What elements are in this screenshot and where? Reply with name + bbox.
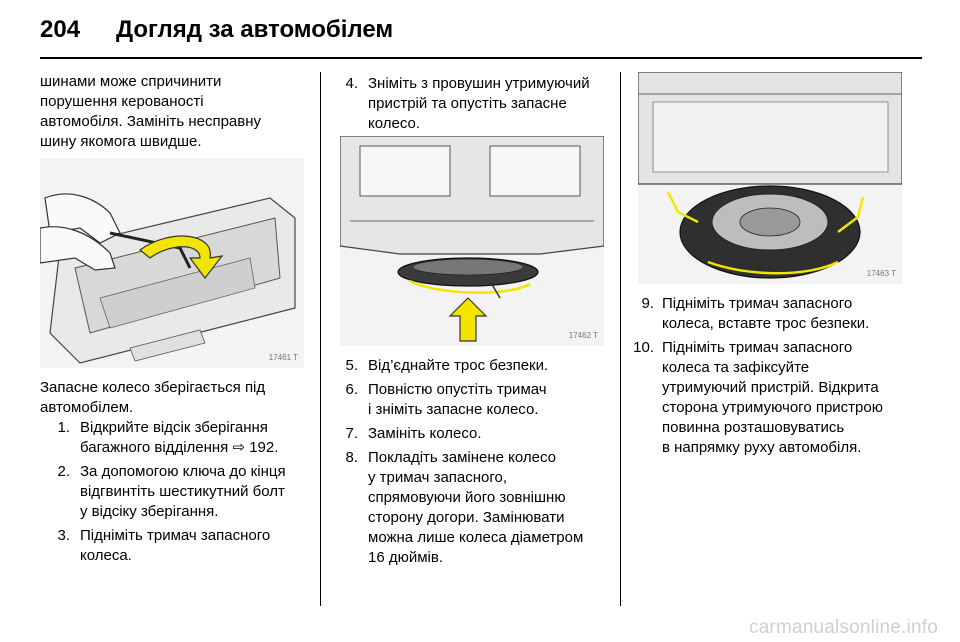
page-title: Догляд за автомобілем bbox=[116, 16, 394, 43]
column-divider-1 bbox=[320, 72, 321, 606]
step-number: 10. bbox=[633, 339, 654, 356]
col1-intro-line: шинами може спричинити bbox=[40, 73, 222, 90]
step-line: колесо. bbox=[368, 115, 421, 132]
figure-code: 17462 T bbox=[568, 331, 598, 340]
page-header bbox=[40, 10, 920, 54]
step-number: 9. bbox=[641, 295, 654, 312]
watermark-link[interactable]: carmanualsonline.info bbox=[748, 617, 938, 638]
step-line: сторону догори. Замінювати bbox=[368, 509, 565, 526]
step-line: сторона утримуючого пристрою bbox=[662, 399, 883, 416]
step-line: спрямовуючи його зовнішню bbox=[368, 489, 566, 506]
figure-raising-spare-wheel bbox=[638, 72, 902, 284]
step-number: 1. bbox=[57, 419, 70, 436]
step-line: багажного відділення ⇨ 192. bbox=[80, 439, 279, 456]
figure-code: 17461 T bbox=[268, 353, 298, 362]
step-line: Зніміть з провушин утримуючий bbox=[368, 75, 590, 92]
step-line: і зніміть запасне колесо. bbox=[368, 401, 539, 418]
step-line: відгвинтіть шестикутний болт bbox=[80, 483, 285, 500]
step-line: колеса та зафіксуйте bbox=[662, 359, 810, 376]
step-number: 4. bbox=[345, 75, 358, 92]
step-number: 8. bbox=[345, 449, 358, 466]
figure-drawing bbox=[638, 72, 902, 284]
step-line: у відсіку зберігання. bbox=[80, 503, 219, 520]
step-line: Підніміть тримач запасного bbox=[662, 295, 853, 312]
step-line: можна лише колеса діаметром bbox=[368, 529, 584, 546]
col1-intro-line: порушення керованості bbox=[40, 93, 204, 110]
col1-intro-line: шину якомога швидше. bbox=[40, 133, 202, 150]
step-line: в напрямку руху автомобіля. bbox=[662, 439, 862, 456]
step-line: За допомогою ключа до кінця bbox=[80, 463, 286, 480]
figure-drawing bbox=[340, 136, 604, 346]
figure-spare-wheel-storage bbox=[40, 158, 304, 368]
step-line: Повністю опустіть тримач bbox=[368, 381, 547, 398]
step-line: у тримач запасного, bbox=[368, 469, 508, 486]
step-line: колеса, вставте трос безпеки. bbox=[662, 315, 870, 332]
header-rule bbox=[40, 57, 922, 59]
step-line: Покладіть замінене колесо bbox=[368, 449, 557, 466]
step-line: пристрій та опустіть запасне bbox=[368, 95, 567, 112]
col1-para-line: Запасне колесо зберігається під bbox=[40, 379, 266, 396]
figure-drawing bbox=[40, 158, 304, 368]
figure-lowering-spare-wheel bbox=[340, 136, 604, 346]
step-number: 6. bbox=[345, 381, 358, 398]
col1-para-line: автомобілем. bbox=[40, 399, 134, 416]
step-line: Відкрийте відсік зберігання bbox=[80, 419, 268, 436]
page-number: 204 bbox=[40, 16, 81, 43]
step-line: Від’єднайте трос безпеки. bbox=[368, 357, 549, 374]
step-line: колеса. bbox=[80, 547, 132, 564]
step-line: Підніміть тримач запасного bbox=[662, 339, 853, 356]
step-line: повинна розташовуватись bbox=[662, 419, 845, 436]
step-number: 2. bbox=[57, 463, 70, 480]
step-number: 7. bbox=[345, 425, 358, 442]
step-line: 16 дюймів. bbox=[368, 549, 444, 566]
step-number: 3. bbox=[57, 527, 70, 544]
step-line: утримуючий пристрій. Відкрита bbox=[662, 379, 879, 396]
figure-code: 17463 T bbox=[866, 269, 896, 278]
col1-intro-line: автомобіля. Замініть несправну bbox=[40, 113, 262, 130]
step-line: Підніміть тримач запасного bbox=[80, 527, 271, 544]
step-line: Замініть колесо. bbox=[368, 425, 482, 442]
step-number: 5. bbox=[345, 357, 358, 374]
column-divider-2 bbox=[620, 72, 621, 606]
